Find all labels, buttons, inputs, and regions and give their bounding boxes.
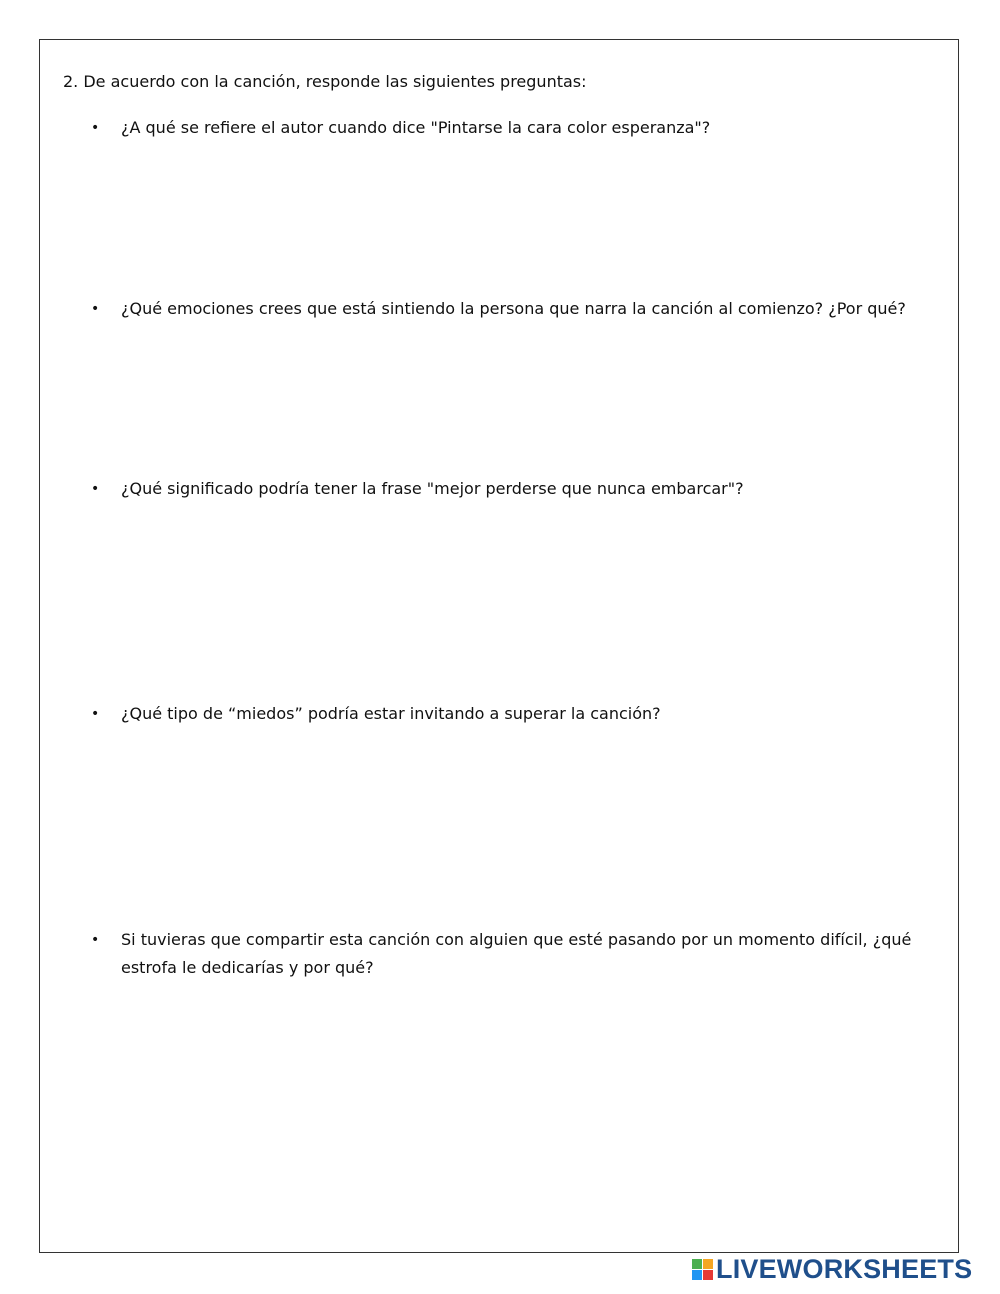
logo-mark-tile xyxy=(692,1270,702,1280)
question-3 xyxy=(91,475,931,503)
answer-area-1[interactable] xyxy=(121,152,931,282)
question-2 xyxy=(91,295,931,323)
logo-mark-tile xyxy=(703,1259,713,1269)
question-text: ¿A qué se refiere el autor cuando dice "Pintarse la cara color esperanza"? xyxy=(121,118,711,137)
logo-mark-tile xyxy=(703,1270,713,1280)
question-5 xyxy=(91,926,931,982)
question-1 xyxy=(91,114,931,142)
question-text: ¿Qué tipo de “miedos” podría estar invitando a superar la canción? xyxy=(121,704,661,723)
answer-area-5[interactable] xyxy=(121,992,931,1232)
instruction-text: 2. De acuerdo con la canción, responde las siguientes preguntas: xyxy=(63,72,587,91)
logo-text: LIVEWORKSHEETS xyxy=(716,1254,973,1284)
worksheet-page xyxy=(39,39,959,1253)
bullet-icon: • xyxy=(91,120,100,136)
question-text: Si tuvieras que compartir esta canción con alguien que esté pasando por un momento difícil, ¿qué estrofa le dedicarías y por qué? xyxy=(121,930,912,977)
bullet-icon: • xyxy=(91,932,100,948)
bullet-icon: • xyxy=(91,481,100,497)
question-4 xyxy=(91,700,931,728)
bullet-icon: • xyxy=(91,706,100,722)
liveworksheets-logo xyxy=(692,1256,972,1282)
question-text: ¿Qué significado podría tener la frase "mejor perderse que nunca embarcar"? xyxy=(121,479,744,498)
logo-mark-icon xyxy=(692,1259,713,1280)
answer-area-2[interactable] xyxy=(121,332,931,462)
bullet-icon: • xyxy=(91,301,100,317)
answer-area-3[interactable] xyxy=(121,512,931,682)
answer-area-4[interactable] xyxy=(121,737,931,907)
logo-mark-tile xyxy=(692,1259,702,1269)
question-text: ¿Qué emociones crees que está sintiendo la persona que narra la canción al comienzo? ¿Por qué? xyxy=(121,299,906,318)
